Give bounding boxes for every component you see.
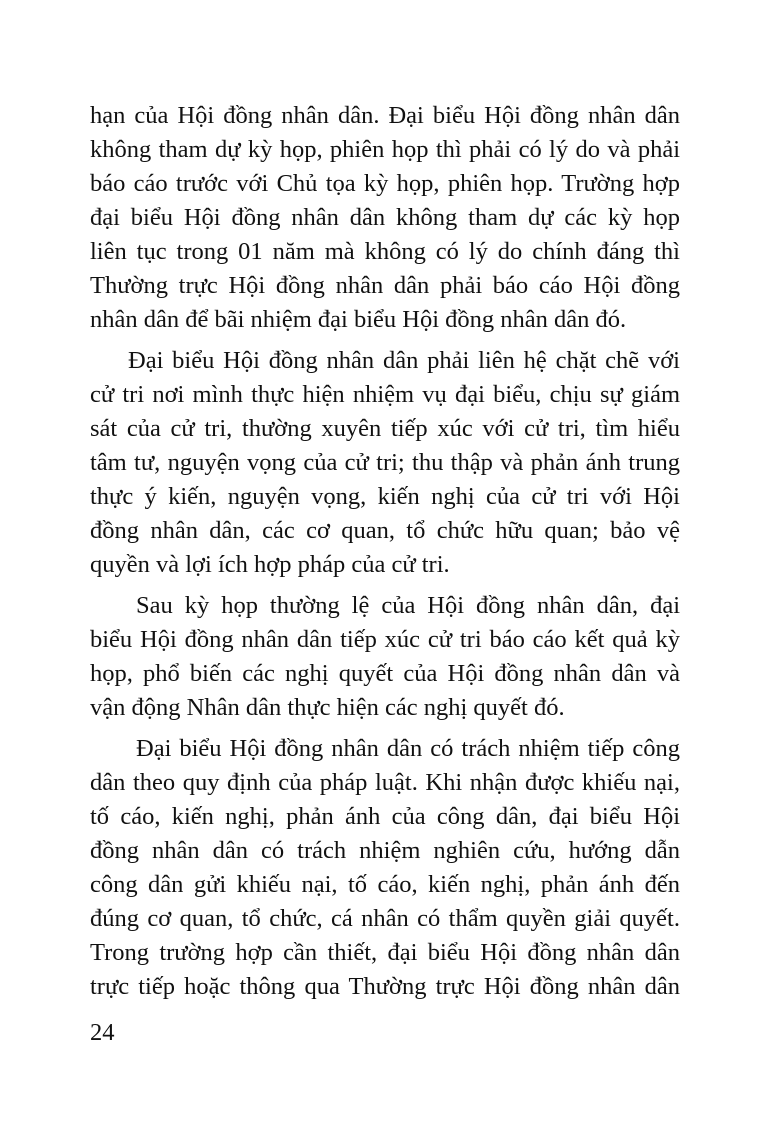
text-line: vận động Nhân dân thực hiện các nghị quyết đó. — [90, 694, 565, 721]
text-line: Sau kỳ họp thường lệ của Hội đồng nhân dân, đại — [136, 592, 680, 619]
text-line: tố cáo, kiến nghị, phản ánh của công dân, đại biểu Hội — [90, 803, 680, 830]
text-line: liên tục trong 01 năm mà không có lý do chính đáng thì — [90, 238, 680, 265]
text-line: Thường trực Hội đồng nhân dân phải báo cáo Hội đồng — [90, 272, 680, 299]
paragraph-3 — [90, 589, 680, 725]
text-line: sát của cử tri, thường xuyên tiếp xúc với cử tri, tìm hiểu — [90, 415, 680, 442]
paragraph-1 — [90, 99, 680, 337]
page-number: 24 — [90, 1019, 115, 1046]
text-line: tâm tư, nguyện vọng của cử tri; thu thập và phản ánh trung — [90, 449, 680, 476]
text-line: trực tiếp hoặc thông qua Thường trực Hội đồng nhân dân — [90, 973, 680, 1000]
paragraph-4 — [90, 732, 680, 1004]
text-line: biểu Hội đồng nhân dân tiếp xúc cử tri báo cáo kết quả kỳ — [90, 626, 680, 653]
text-line: cử tri nơi mình thực hiện nhiệm vụ đại biểu, chịu sự giám — [90, 381, 680, 408]
text-line: đúng cơ quan, tổ chức, cá nhân có thẩm quyền giải quyết. — [90, 905, 680, 932]
text-line: Đại biểu Hội đồng nhân dân có trách nhiệm tiếp công — [136, 735, 680, 762]
text-line: đồng nhân dân, các cơ quan, tổ chức hữu quan; bảo vệ — [90, 517, 680, 544]
text-line: công dân gửi khiếu nại, tố cáo, kiến nghị, phản ánh đến — [90, 871, 680, 898]
text-line: Trong trường hợp cần thiết, đại biểu Hội đồng nhân dân — [90, 939, 680, 966]
text-line: báo cáo trước với Chủ tọa kỳ họp, phiên họp. Trường hợp — [90, 170, 680, 197]
text-line: không tham dự kỳ họp, phiên họp thì phải có lý do và phải — [90, 136, 680, 163]
text-line: nhân dân để bãi nhiệm đại biểu Hội đồng nhân dân đó. — [90, 306, 627, 333]
text-line: Đại biểu Hội đồng nhân dân phải liên hệ chặt chẽ với — [128, 347, 680, 374]
text-line: hạn của Hội đồng nhân dân. Đại biểu Hội đồng nhân dân — [90, 102, 680, 129]
paragraph-2 — [90, 344, 680, 582]
text-line: đồng nhân dân có trách nhiệm nghiên cứu, hướng dẫn — [90, 837, 680, 864]
page-body — [90, 99, 680, 1011]
text-line: thực ý kiến, nguyện vọng, kiến nghị của cử tri với Hội — [90, 483, 680, 510]
text-line: dân theo quy định của pháp luật. Khi nhận được khiếu nại, — [90, 769, 680, 796]
text-line: quyền và lợi ích hợp pháp của cử tri. — [90, 551, 450, 578]
text-line: đại biểu Hội đồng nhân dân không tham dự các kỳ họp — [90, 204, 680, 231]
text-line: họp, phổ biến các nghị quyết của Hội đồng nhân dân và — [90, 660, 680, 687]
